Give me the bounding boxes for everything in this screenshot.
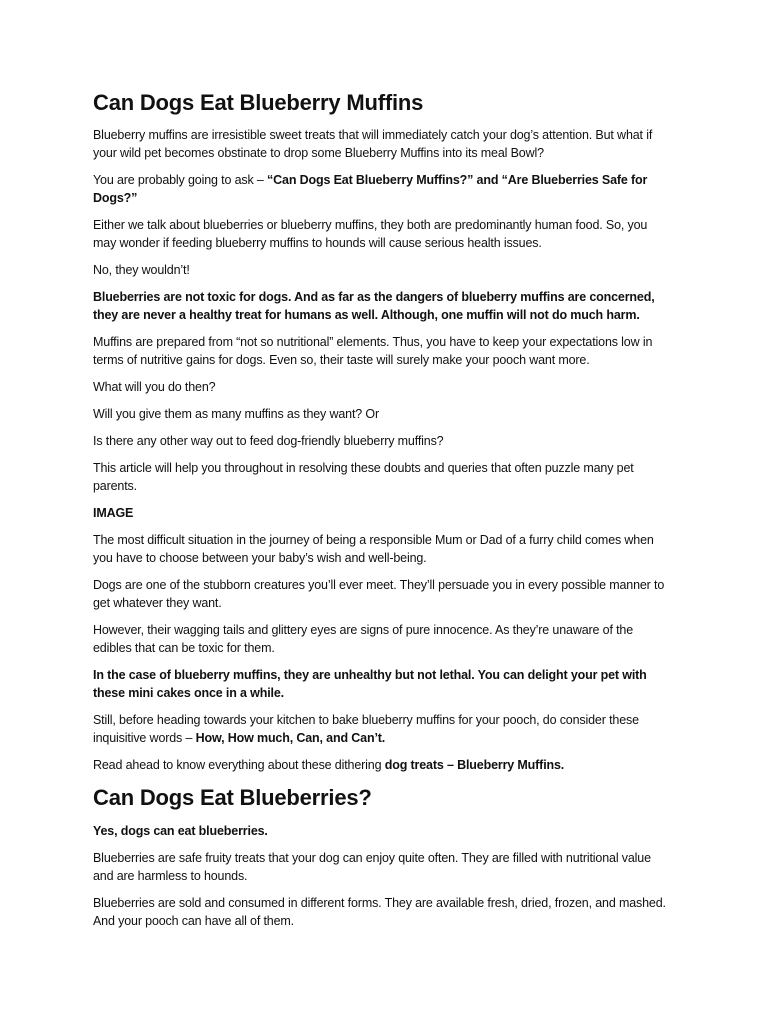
other-way-paragraph: Is there any other way out to feed dog-friendly blueberry muffins? <box>93 434 444 448</box>
not-toxic-bold: Blueberries are not toxic for dogs. And as far as the dangers of blueberry muffins are concerned, they are never a healthy treat for humans as well. Although, one muffin will not do much harm. <box>93 290 655 322</box>
stubborn-paragraph: Dogs are one of the stubborn creatures you’ll ever meet. They’ll persuade you in every possible manner to get whatever they want. <box>93 578 665 610</box>
nutrition-paragraph: Muffins are prepared from “not so nutritional” elements. Thus, you have to keep your expectations low in terms of nutritive gains for dogs. Even so, their taste will surely make your pooch want more. <box>93 335 653 367</box>
intro-paragraph: Blueberry muffins are irresistible sweet treats that will immediately catch your dog’s attention. But what if your wild pet becomes obstinate to drop some Blueberry Muffins into its meal Bowl? <box>93 128 653 160</box>
inquisitive-lead: Still, before heading towards your kitchen to bake blueberry muffins for your pooch, do consider these inquisitive words – <box>93 713 639 745</box>
question-lead: You are probably going to ask – <box>93 173 268 187</box>
read-ahead-bold: dog treats – Blueberry Muffins. <box>384 758 565 772</box>
image-placeholder-label: IMAGE <box>93 506 134 520</box>
section-heading-blueberries: Can Dogs Eat Blueberries? <box>93 785 372 810</box>
what-then-paragraph: What will you do then? <box>93 380 216 394</box>
question-bold: “Can Dogs Eat Blueberry Muffins?” and “Are Blueberries Safe for Dogs?” <box>93 173 648 205</box>
inquisitive-paragraph <box>93 711 672 747</box>
yes-bold: Yes, dogs can eat blueberries. <box>93 824 268 838</box>
question-paragraph <box>93 171 672 207</box>
unhealthy-bold: In the case of blueberry muffins, they are unhealthy but not lethal. You can delight your pet with these mini cakes once in a while. <box>93 668 647 700</box>
difficult-situation-paragraph: The most difficult situation in the journey of being a responsible Mum or Dad of a furry child comes when you have to choose between your baby’s wish and well-being. <box>93 533 654 565</box>
article-title: Can Dogs Eat Blueberry Muffins <box>93 90 424 115</box>
article-help-paragraph: This article will help you throughout in resolving these doubts and queries that often puzzle many pet parents. <box>93 461 634 493</box>
read-ahead-paragraph <box>93 756 672 774</box>
read-ahead-lead: Read ahead to know everything about these dithering <box>93 758 385 772</box>
unhealthy-paragraph <box>93 666 672 702</box>
how-many-paragraph: Will you give them as many muffins as they want? Or <box>93 407 379 421</box>
image-placeholder <box>93 504 672 522</box>
answer-paragraph: No, they wouldn’t! <box>93 263 190 277</box>
inquisitive-bold: How, How much, Can, and Can’t. <box>195 731 386 745</box>
safe-treats-paragraph: Blueberries are safe fruity treats that your dog can enjoy quite often. They are filled with nutritional value and are harmless to hounds. <box>93 851 651 883</box>
human-food-paragraph: Either we talk about blueberries or blueberry muffins, they both are predominantly human food. So, you may wonder if feeding blueberry muffins to hounds will cause serious health issues. <box>93 218 648 250</box>
yes-paragraph <box>93 822 672 840</box>
innocence-paragraph: However, their wagging tails and glittery eyes are signs of pure innocence. As they’re unaware of the edibles that can be toxic for them. <box>93 623 634 655</box>
not-toxic-paragraph <box>93 288 672 324</box>
forms-paragraph: Blueberries are sold and consumed in different forms. They are available fresh, dried, frozen, and mashed. And your pooch can have all of them. <box>93 896 666 928</box>
